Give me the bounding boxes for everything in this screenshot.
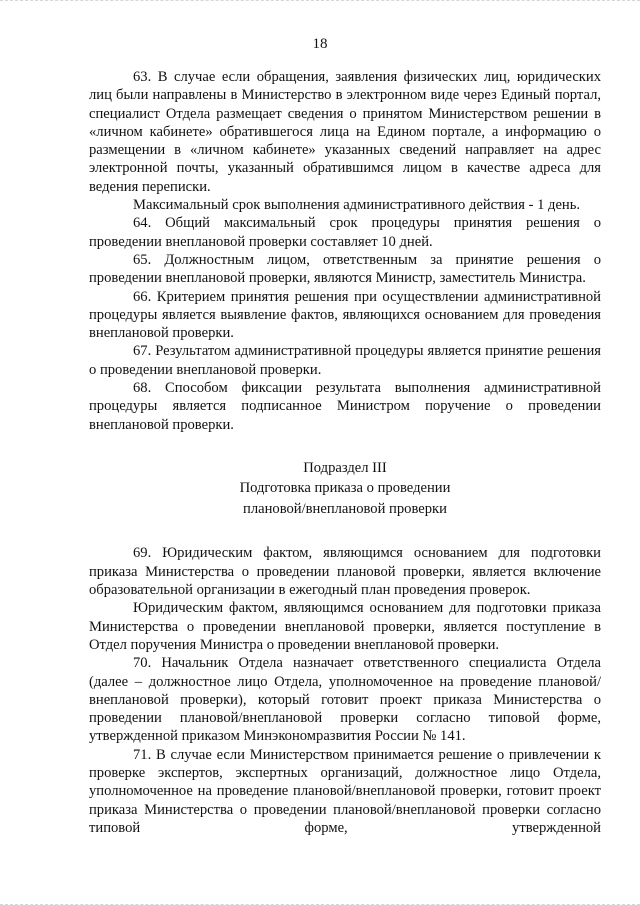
subsection-heading	[89, 458, 601, 520]
page-number: 18	[312, 36, 328, 52]
paragraph-71: 71. В случае если Министерством принимается решение о привлечении к проверке экспертов, экспертных организаций, должностное лицо Отдела, уполномоченное на проведение плановой/внеплановой проверки, готовит проект приказа Министерства о проведении плановой/внеплановой проверки согласно типовой форме, утвержденной	[89, 746, 601, 836]
subsection-title-line1: Подготовка приказа о проведении	[239, 480, 451, 497]
paragraph-70: 70. Начальник Отдела назначает ответственного специалиста Отдела (далее – должностное лицо Отдела, уполномоченное на проведение плановой/внеплановой проверки), который готовит проект приказа Министерства о проведении плановой/внеплановой проверки согласно типовой форме, утвержденной приказом Минэкономразвития России № 141.	[89, 655, 601, 745]
paragraph-64: 64. Общий максимальный срок процедуры принятия решения о проведении внеплановой проверки составляет 10 дней.	[89, 215, 601, 250]
scan-edge-top	[0, 0, 640, 5]
paragraph-69: 69. Юридическим фактом, являющимся основанием для подготовки приказа Министерства о проведении плановой проверки, является включение образовательной организации в ежегодный план проведения проверок.	[89, 545, 601, 599]
paragraph-65: 65. Должностным лицом, ответственным за принятие решения о проведении внеплановой проверки, являются Министр, заместитель Министра.	[89, 251, 601, 287]
scan-edge-bottom	[0, 899, 640, 905]
subsection-title-line2: плановой/внеплановой проверки	[243, 500, 447, 517]
paragraph-66: 66. Критерием принятия решения при осуществлении административной процедуры является выявление фактов, являющихся основанием для проведения внеплановой проверки.	[89, 288, 601, 342]
paragraph-67: 67. Результатом административной процедуры является принятие решения о проведении внеплановой проверки.	[89, 343, 601, 378]
paragraph-legal-fact: Юридическим фактом, являющимся основанием для подготовки приказа Министерства о проведении внеплановой проверки, является поступление в Отдел поручения Министра о проведении внеплановой проверки.	[89, 600, 601, 653]
subsection-number: Подраздел III	[303, 459, 387, 476]
paragraph-68: 68. Способом фиксации результата выполнения административной процедуры является подписанное Министром поручение о проведении внеплановой проверки.	[89, 380, 601, 433]
document-body	[89, 68, 601, 837]
paragraph-63: 63. В случае если обращения, заявления физических лиц, юридических лиц были направлены в Министерство в электронном виде через Единый портал, специалист Отдела размещает сведения о принятом Министерством решении в «личном кабинете» обратившегося лица на Едином портале, а информацию о размещении в «личном кабинете» указанных сведений направляет на адрес электронной почты, указанный обратившимся лицом в качестве адреса для ведения переписки.	[89, 69, 601, 195]
paragraph-max-term: Максимальный срок выполнения административного действия - 1 день.	[133, 197, 581, 214]
